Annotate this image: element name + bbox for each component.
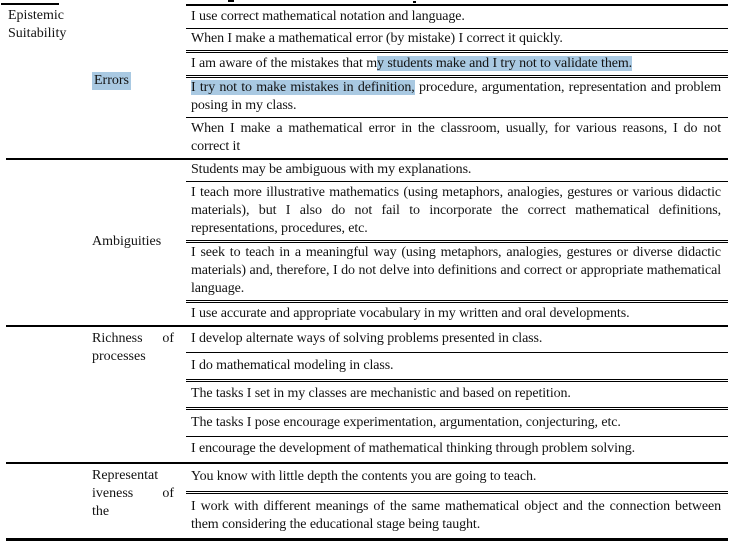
facet-cell <box>6 464 88 538</box>
section-errors <box>6 4 728 160</box>
criterion-label-line <box>92 233 174 251</box>
statement-text: I use accurate and appropriate vocabulary in my written and oral developments. <box>191 305 630 321</box>
statement-text: I encourage the development of mathematical thinking through problem solving. <box>191 441 636 456</box>
criteria-table <box>6 4 728 541</box>
statement-row <box>186 160 728 182</box>
statement-text: When I make a mathematical error (by mistake) I correct it quickly. <box>191 31 563 46</box>
criterion-label-line <box>92 330 174 348</box>
statement-highlighted-text: I try not to make mistakes in definition, <box>191 80 415 95</box>
statement-row <box>186 75 728 118</box>
criterion-label-line <box>92 348 174 366</box>
statement-text: I do mathematical modeling in class. <box>191 357 394 373</box>
statement-text: The tasks I pose encourage experimentation, argumentation, conjecturing, etc. <box>191 414 621 430</box>
statement-text: When I make a mathematical error in the classroom, usually, for various reasons, I do not correct it <box>191 120 721 154</box>
criterion-label-line <box>92 467 174 485</box>
statement-text: You know with little depth the contents you are going to teach. <box>191 469 537 484</box>
statement-row <box>186 436 728 463</box>
criterion-label: iveness <box>92 486 134 501</box>
statement-text: I use correct mathematical notation and language. <box>191 8 465 24</box>
statement-row <box>186 6 728 28</box>
criterion-label: the <box>92 504 110 519</box>
criterion-label: Errors <box>94 72 129 88</box>
criterion-label: Representat <box>92 468 159 483</box>
statement-text: I develop alternate ways of solving problems presented in class. <box>191 331 543 346</box>
criterion-label: of <box>162 330 174 346</box>
statement-row <box>186 50 728 75</box>
statements-column <box>186 327 728 463</box>
criterion-cell <box>88 327 186 463</box>
cropped-text-fragment <box>413 1 416 3</box>
statement-text: procedure, argumentation, representation and problem posing in my class. <box>191 80 721 113</box>
statement-row <box>186 117 728 158</box>
statement-text: I am aware of the mistakes that m <box>191 55 378 71</box>
statement-row <box>186 379 728 408</box>
statement-text: Students may be ambiguous with my explanations. <box>191 162 472 177</box>
criterion-label: Ambiguities <box>92 234 162 249</box>
statement-row <box>186 181 728 240</box>
statement-row <box>186 240 728 301</box>
statement-text: I seek to teach in a meaningful way (using metaphors, analogies, gestures or diverse didactic materials) and, therefore, I do not delve into definitions and correct or appropriate mathematical language. <box>191 245 721 296</box>
criterion-label-line <box>92 485 174 503</box>
criterion-label-line <box>92 72 174 90</box>
criterion-cell <box>88 464 186 538</box>
criterion-label: processes <box>92 348 146 364</box>
statements-column <box>186 160 728 325</box>
statement-text: I teach more illustrative mathematics (using metaphors, analogies, gestures or various didactic materials), but I also do not fail to incorporate the correct mathematical definitions, representations, procedures, etc. <box>191 184 721 236</box>
cropped-text-fragment <box>228 0 234 2</box>
section-representat-iveness-of-the <box>6 464 728 541</box>
statement-row <box>186 300 728 325</box>
criterion-label-line <box>92 503 174 521</box>
statement-text: I work with different meanings of the same mathematical object and the connection between them considering the educational stage being taught. <box>191 498 721 532</box>
section-richness-of-processes <box>6 327 728 465</box>
facet-cell <box>6 160 88 325</box>
facet-cell <box>6 327 88 463</box>
statement-row <box>186 327 728 353</box>
facet-cell <box>6 4 88 158</box>
criterion-cell <box>88 160 186 325</box>
section-ambiguities <box>6 160 728 327</box>
statements-column <box>186 464 728 538</box>
criterion-label: of <box>162 486 174 501</box>
criterion-label: Richness <box>92 330 143 346</box>
statement-row <box>186 407 728 436</box>
statement-row <box>186 352 728 379</box>
statement-row <box>186 491 728 539</box>
statement-row <box>186 464 728 491</box>
statement-highlighted-text: y students make and I try not to validate them. <box>377 55 633 71</box>
statement-text: The tasks I set in my classes are mechanistic and based on repetition. <box>191 386 571 401</box>
criterion-cell <box>88 4 186 158</box>
statements-column <box>186 4 728 158</box>
statement-row <box>186 28 728 51</box>
facet-label: Epistemic Suitability <box>8 8 67 41</box>
